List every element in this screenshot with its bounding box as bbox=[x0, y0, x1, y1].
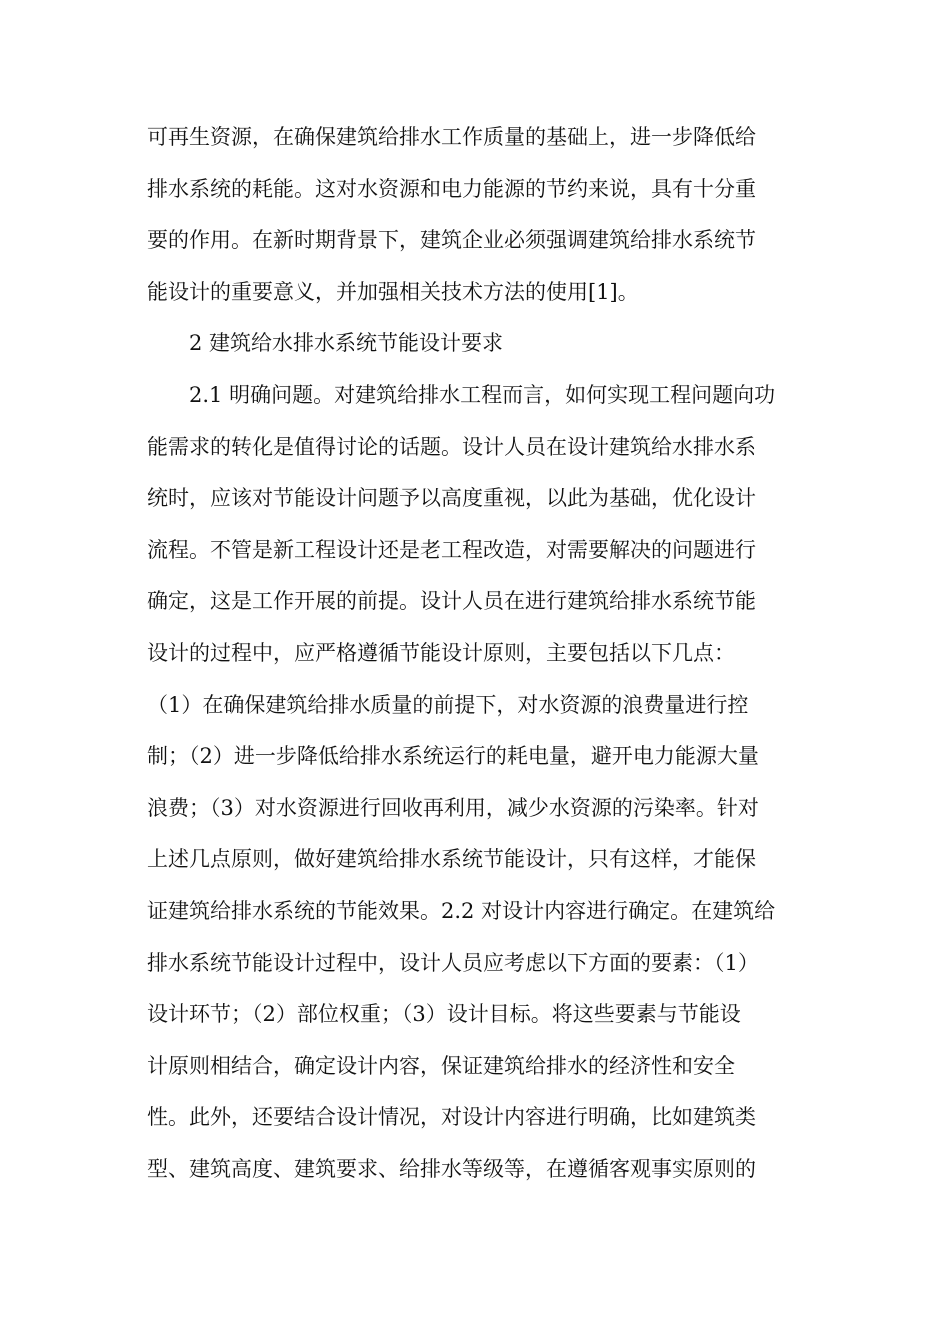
text-line: 计原则相结合，确定设计内容，保证建筑给排水的经济性和安全 bbox=[147, 1053, 735, 1078]
text-line: 确定，这是工作开展的前提。设计人员在进行建筑给排水系统节能 bbox=[147, 589, 756, 614]
text-line: 统时，应该对节能设计问题予以高度重视，以此为基础，优化设计 bbox=[147, 486, 756, 511]
text-line: 证建筑给排水系统的节能效果。2.2 对设计内容进行确定。在建筑给 bbox=[147, 898, 776, 923]
text-line: 排水系统节能设计过程中，设计人员应考虑以下方面的要素：（1） bbox=[147, 950, 759, 975]
text-line: 要的作用。在新时期背景下，建筑企业必须强调建筑给排水系统节 bbox=[147, 228, 756, 253]
text-line: 能需求的转化是值得讨论的话题。设计人员在设计建筑给水排水系 bbox=[147, 434, 756, 459]
text-line: （1）在确保建筑给排水质量的前提下，对水资源的浪费量进行控 bbox=[147, 692, 749, 717]
text-line: 浪费；（3）对水资源进行回收再利用，减少水资源的污染率。针对 bbox=[147, 795, 759, 820]
body-text bbox=[147, 112, 809, 1195]
text-line: 上述几点原则，做好建筑给排水系统节能设计，只有这样，才能保 bbox=[147, 847, 756, 872]
text-line: 设计环节；（2）部位权重；（3）设计目标。将这些要素与节能设 bbox=[147, 1002, 741, 1027]
text-line: 制；（2）进一步降低给排水系统运行的耗电量，避开电力能源大量 bbox=[147, 744, 759, 769]
text-line: 性。此外，还要结合设计情况，对设计内容进行明确，比如建筑类 bbox=[147, 1105, 756, 1130]
text-line: 排水系统的耗能。这对水资源和电力能源的节约来说，具有十分重 bbox=[147, 176, 756, 201]
section-heading: 2 建筑给水排水系统节能设计要求 bbox=[189, 331, 504, 356]
text-line: 流程。不管是新工程设计还是老工程改造，对需要解决的问题进行 bbox=[147, 537, 756, 562]
subsection-line: 2.1 明确问题。对建筑给排水工程而言，如何实现工程问题向功 bbox=[189, 382, 776, 407]
text-line: 型、建筑高度、建筑要求、给排水等级等，在遵循客观事实原则的 bbox=[147, 1156, 756, 1181]
text-line: 能设计的重要意义，并加强相关技术方法的使用[1]。 bbox=[147, 279, 639, 304]
text-line: 可再生资源，在确保建筑给排水工作质量的基础上，进一步降低给 bbox=[147, 125, 756, 149]
text-line: 设计的过程中，应严格遵循节能设计原则，主要包括以下几点： bbox=[147, 640, 735, 665]
